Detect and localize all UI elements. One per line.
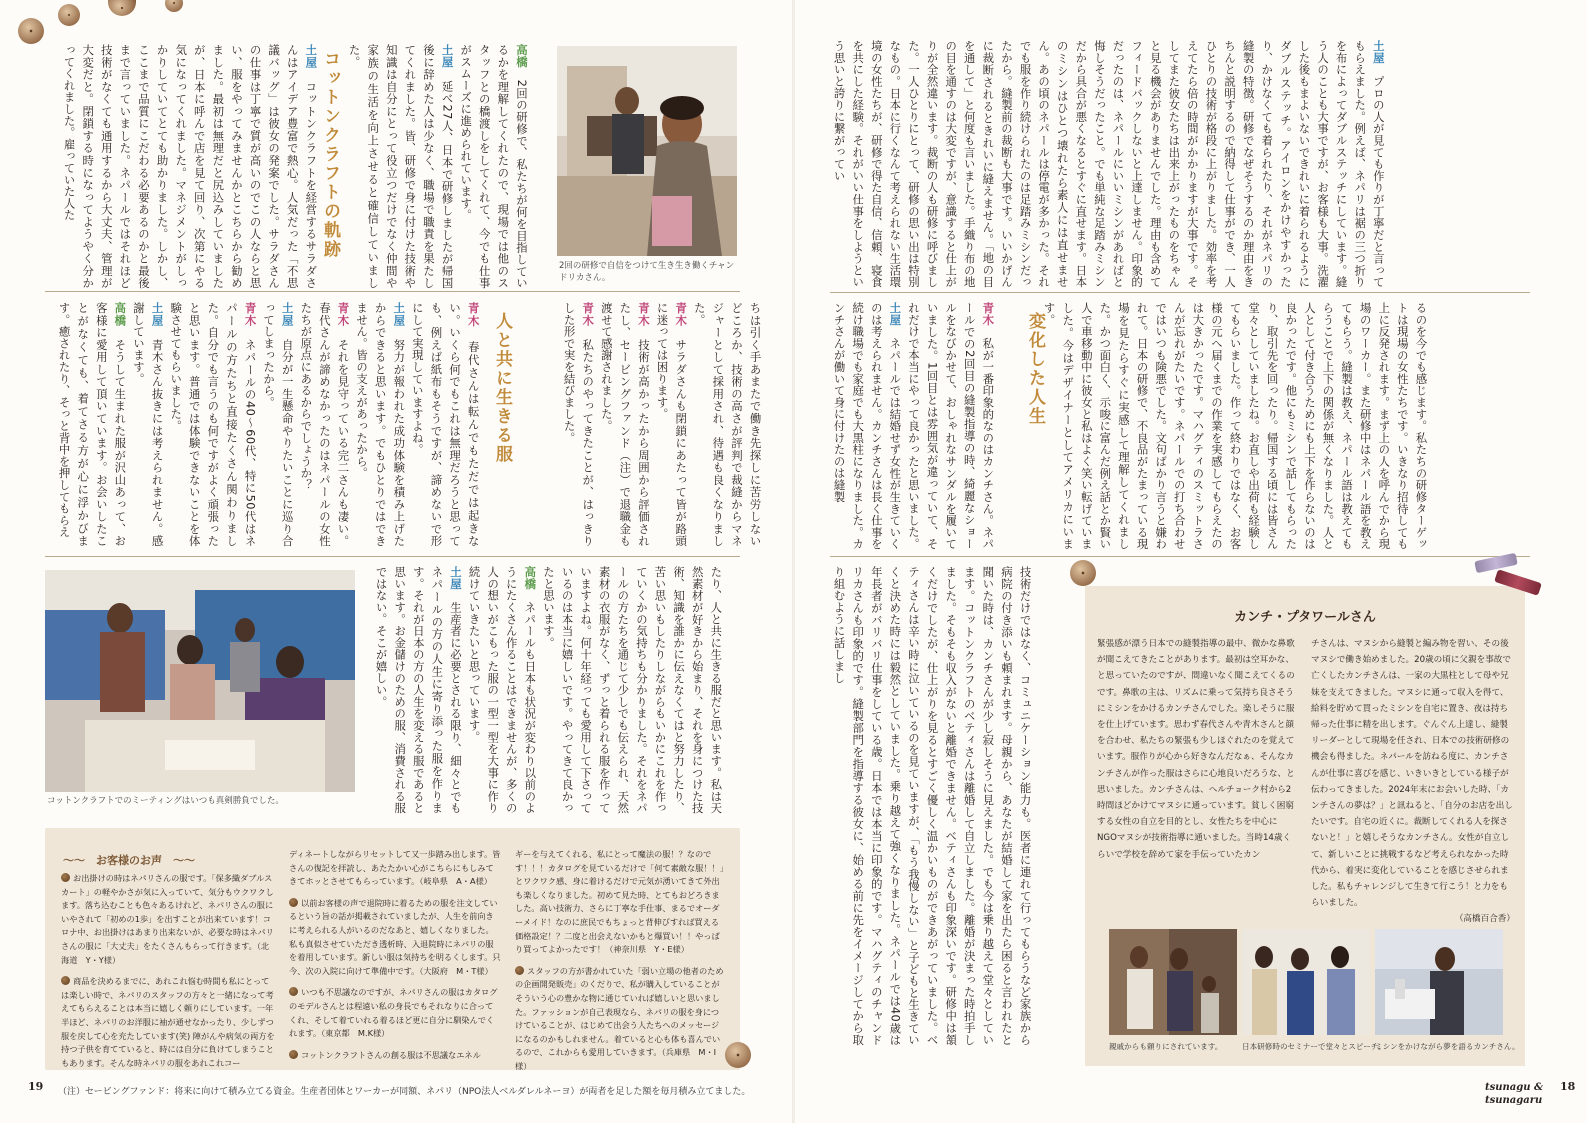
paragraph: そうして生まれた服が沢山あって、お客様に愛用して頂いています。お会いしたことがなくても、着てさる方が心に浮かびます。癒されたり、そっと背中を押してもらえ (57, 302, 128, 547)
voices-column (61, 872, 275, 1078)
voice-entry: ディネートしながらリセットして又一歩踏み出します。皆さんの復記を拝読し、あたたかい心がこちらにもしみてきてホッとさせてもらっています。（岐阜県 A・A様） (289, 849, 501, 887)
paragraph: それを見守っている完二さんも凄い。春代さんが諦めなかったのはネパールの女性たちが原点にあるからでしょうか？ (299, 302, 351, 547)
speaker-label: 青木 (981, 302, 996, 326)
profile-photo-family (1109, 929, 1237, 1035)
paragraph: コットンクラフトを経営するサラダさんはアイデア豊富で熱心。人気だった「不思議バッグ」は彼女の発案でした。サラダさんの仕事は丁寧で質が高いのでこの人ならと思い、服をやってみませんかとこちらから勧めました。最初は無理だと尻込みしていましたが、日本に呼んで店を見て回り、次第にやる気になってくれました。マネジメントがしっかりしていてとても助かりました。しかし、ここまで品質にこだわる必要あるのかと最後まで言っていました。ネパールではそれほど技術がなくても通用するから大丈夫、管理が大変だと。閉鎖する時になってようやく分かってくれました。雇っていた人た (62, 44, 319, 289)
article-text-block (830, 40, 1530, 288)
speaker-label: 高橋 (113, 302, 128, 327)
section-heading: 変化した人生 (1025, 312, 1045, 426)
paragraph: プロの人が見ても作りが丁寧だと言ってもらえました。例えば、ネパリは裾の三つ折りを布によってダブルステッチにしています。縫う人のことも大事ですが、お客様も大事。洗濯した後もまよいないできれいに着られるようにダブルステッチ。アイロンをかけやすかったり、かけなくても着られたり、それがネパリの縫製の特徴。研修でなぜそうするのか理由をきちんと説明するので納得して仕事ができ、一人ひとりの技術が格段に上がりました。効率を考えてたら倍の時間がかかりますが大事です。そしてまた彼女たちは出来上がったものをちゃんと見る機会がありませんでした。理由も含めてフィードバックしないと上達しません。印象的だったのは、ネパールにいいミシンがあればと悔しそうだったこと。でも単純な足踏みミシンだから具合が悪くなるとすぐに直せます。日本のミシンはひとつ壊れたら素人には直せません。あの頃のネパールは停電が多かった。それでも服を作り続けられたのは足踏みミシンだったから。縫製前の裁断も大事です。いいかげんに裁断されるときれいに縫えません。「地の目を通して」と何度も言いました。手織り布の地の目を通すのは大変ですが、意識すると仕上がりが全然違います。裁断の人も研修に呼びました。一人ひとりにとって、研修の思い出は特別なもの。日本に行くなんて考えられない生活環境の女性たちが、研修で得た自信、信頼、寝食を共にした経験。それがいい仕事をしようという思いと誇りに繋がってい (832, 40, 1386, 288)
paragraph: ちは引く手あまたで働き先探しに苦労しないどころか、技術の高さが評判で裁縫からマネジャーとして採用され、待遇も良くなりました。 (692, 302, 763, 547)
paragraph: 技術だけではなく、コミュニケーション能力も。医者に連れて行ってもらうなど家族から病院の付き添いも頼まれます。母親から、あなたが結婚して家を出たら困ると言われたと聞いた時は、カンチさんが少し寂しそうに見えました。でも今は乗り越えて堂々としています。コットンクラフトのベティさんは離婚して自立しました。離婚が決まった時拍手しました。そもそも収入がないと離婚できません。ベティさんも印象深いです。研修中は頷くだけでしたが、仕上がりを見るとすごく優しく温かいものができあがっていました。ベティさんは辛い時に泣いているのを見ていますが、「もう我慢しない」と子どもと生きていくと決めた時には毅然としていました。乗り越えて強くなりました。ネパールでは40歳は年長者がバリバリ仕事をしている歳。日本では本当に印象的です。マハグティのチャンドリカさんも印象的です。縫製部門を指導する彼女に、始める前に先をイメージしてから取り組むように話しまし (832, 566, 1033, 1046)
paragraph: 私たちのやってきたことが、はっきりした形で実を結びました。 (562, 302, 596, 547)
article-text-block (1040, 302, 1530, 550)
speaker-label: 土屋 (448, 566, 463, 590)
left-page (0, 0, 792, 1123)
bullet-icon (289, 1050, 298, 1059)
paragraph: 春代さんは転んでもただでは起きない。いくら何でもこれは無理だろうと思っても、例えば紙布もそうですが、諦めないで形にして実現していますよね。 (410, 302, 481, 547)
paragraph: 青木さん抜きには考えられません。感謝しています。 (131, 302, 165, 547)
profile-photo-caption: 親戚からも頼りにされています。 (1109, 1042, 1223, 1051)
profile-photo-caption: 日本研修時のセミナーで堂々とスピーチ。 (1242, 1042, 1386, 1051)
paragraph: 2回の研修で、私たちが何を目指しているかを理解してくれたので、現場では他のスタッフとの橋渡しをしてくれて、今でも仕事がスムーズに進められています。 (459, 44, 529, 289)
voice-entry: コットンクラフトさんの創る服は不思議なエネル (301, 1049, 481, 1060)
page-number: 18 (1560, 1080, 1576, 1093)
voice-entry: いつも不思議なのですが、ネパリさんの服はカタログのモデルさんとは程遠い私の身長でもそれなりに合ってくれ、そして着ていれる着るほど更に自分に馴染んでくれます。（東京都 M.K様） (289, 987, 498, 1039)
section-divider (45, 556, 740, 557)
paragraph: 努力が報われた成功体験を積み上げたからできると思います。でもひとりではできません。皆の支えがあったから。 (355, 302, 407, 547)
photo-meeting (45, 570, 355, 792)
speaker-label: 土屋 (304, 44, 319, 69)
section-divider (830, 292, 1530, 293)
paragraph: ネパールも日本も状況が変わり以前のようにたくさん作ることはできませんが、多くの人の想いがこもった服の一型一型を大事に作り続けていきたいと思っています。 (467, 566, 538, 814)
speaker-label: 高橋 (514, 44, 529, 68)
profile-name: カンチ・プタワールさん (1234, 610, 1376, 625)
speaker-label: 高橋 (523, 566, 538, 590)
section-heading: 人と共に生きる服 (492, 312, 512, 464)
button-decoration (1070, 560, 1096, 586)
section-divider (830, 556, 1530, 557)
bullet-icon (289, 898, 298, 907)
section-divider (45, 291, 740, 292)
speaker-label: 土屋 (888, 302, 903, 326)
profile-text: チさんは、マヌシから縫製と編み物を習い、その後マヌシで働き始めました。20歳の頃に父親を事故で亡くしたカンチさんは、一家の大黒柱として母や兄妹を支えてきました。マヌシに通って収入を得て、給料を貯めて買ったミシンを自宅に置き、夜は持ち帰った仕事に精を出します。ぐんぐん上達し、縫製リーダーとして現場を任され、日本での技術研修の機会も得ました。ネパールを訪ねる度に、カンチさんが仕事に喜びを感じ、いきいきとしている様子が伝わってきました。2024年末にお会いした時、「カンチさんの夢は？」と訊ねると、「自分のお店を出したいです。自宅の近くに。裁断してくれる人を探さないと！」と嬉しそうなカンチさん。女性が自立して、新しいことに挑戦するなど考えられなかった時代から、着実に変化していることを感じさせられました。私もチャレンジして生きて行こう！と力をもらいました。 (1311, 639, 1513, 909)
button-decoration (18, 18, 44, 44)
paragraph: 生産者に必要とされる限り、細々とでもネパールの方の人生に寄り添った服を作ります。それが日本の方の人生を変える服であると思います。お金儲けのための服、消費される服ではない。そこが嬉しい。 (374, 566, 463, 814)
paragraph: 自分が一生懸命やりたいことに巡り合ってしまったから。 (262, 302, 295, 547)
bullet-icon (61, 976, 70, 985)
voices-title: ～～ お客様のお声 ～～ (63, 854, 195, 867)
voices-title-text: お客様のお声 (96, 854, 162, 867)
photo-caption: コットンクラフトでのミーティングはいつも真剣勝負でした。 (47, 796, 284, 806)
voices-column (289, 848, 501, 1070)
profile-box (1085, 586, 1525, 1066)
profile-photo-sewing (1375, 929, 1503, 1035)
intro-text-block (345, 44, 545, 289)
photo-caption: 2回の研修で自信をつけて生き生き働くチャンドリカさん。 (559, 261, 735, 283)
paragraph: たり、人と共に生きる服だと思います。私は天然素材が好きから始まり、それを身につけた技術、知識を誰かに伝えなくてはと努力したり、苦い思いもしたりしながらもいかにこれを作っていくかの気持ちも分かりました。それをネパールの方たちを通じて少しでも伝えられ、天然素材の衣服がなく、ずっと着られる服を作っていますよね。何十年経っても愛用して下さっているのは本当に嬉しいです。やってきて良かったと思います。 (541, 566, 724, 814)
magazine-title-text: tsunagu & tsunagaru (1485, 1082, 1544, 1106)
page-number: 19 (28, 1080, 44, 1093)
profile-column (1311, 636, 1515, 928)
speaker-label: 青木 (243, 302, 258, 327)
speaker-label: 青木 (674, 302, 689, 327)
photo-chandrika (557, 46, 737, 256)
article-text-block (830, 566, 1070, 1046)
paragraph: 技術が高かったから周囲から評価されたし、セービングファンド（注）で退職金も渡せて感謝されました。 (599, 302, 651, 547)
bullet-icon (289, 987, 298, 996)
paragraph: るのを今でも感じます。私たちの研修ターゲットは現場の女性たちです。いきなり招待しても上に反発されます。まず上の人を呼んでから現場のワーカー。また研修中はネパール語を教えてもらう。縫製は教え、ネパール語は教えてもらうことで上下の関係が無くなりました。人と人として付き合うためにも上下を作らないのは良かったです。他にもミシンで話してもらったり、取引先を回ったり。帰国する頃には皆さん堂々としていましたね。お直しや出荷も経験してもらいました。作って終わりではなく、お客様の元へ届くまでの作業を実感してもらえたのは大きかったです。マハグティのスミットラさんが忘れがたいです。ネパールでの打ち合わせではいつも険悪でした。文句ばかり言うと嫌われて。日本の研修で、不良品がたまっている現場を見たらすぐに実感して理解してくれました。かつ面白く、示唆に富んだ例え話とか賢い人で車移動中に彼女と私はよく笑い転げていました。今はデザイナーとしてアメリカにいます。 (1042, 302, 1429, 550)
voice-entry: スタッフの方が書かれていた「弱い立場の他者のための企画開発販売」のくだりで、私が購入していることがそういう心の豊かな物に通じていれば嬉しいと思いました。ファッションが自己表現なら、ネパリの服を身につけていることが、はじめて出会う人たちへのメッセージになるのかもしれません。着ていると心も体も喜んでいるので、これからも愛用していきます。（兵庫県 M・I様） (515, 965, 724, 1071)
profile-photo-caption: ミシンをかけながら夢を語るカンチさん。 (1375, 1042, 1520, 1051)
voice-entry: ギーを与えてくれる、私にとって魔法の服！？なのです！！！カタログを見ているだけで「何て素敵な服！！」とワクワク感、身に着けるだけで元気が湧いてきて外出も楽しくなりました。初めて見た時、とてもおどろきました。高い技術力、さらに丁寧な手仕事、まるでオーダーメイド！なのに庶民でもちょっと背伸びすれば買える価格設定！？二度と出会えないかもと爆買い！！やっぱり買ってよかったです！（神奈川県 Y・E様） (515, 849, 724, 955)
footnote: （注）セービングファンド：将来に向けて積み立てる資金。生産者団体とワーカーが同額、ネパリ（NPO法人ベルダレルネーヨ）が両者を足した額を毎月積み立てました。 (58, 1087, 751, 1097)
speaker-label: 青木 (336, 302, 351, 327)
article-text-block (60, 44, 319, 289)
voice-entry: 以前お客様の声で退院時に着るための服を注文しているという旨の話が掲載されていましたが、人生を前向きに考えられる人がいるのだなあと、嬉しくなりました。私も真似させていただき透析時、入退院時にネパリの服を着用しています。新しい服は気持ちを明るくします。只今、次の入院に向けて準備中です。（大阪府 M・T様） (289, 897, 501, 976)
section-heading: コットンクラフトの軌跡 (320, 50, 340, 259)
article-text-block (372, 566, 740, 814)
paragraph: サラダさんも閉鎖にあたって皆が路頭に迷っては困ります。 (655, 302, 689, 547)
article-text-block (560, 302, 763, 547)
right-page (795, 0, 1587, 1123)
paragraph: ネパールでは結婚せず女性が生きていくのは考えられません。カンチさんは長く仕事を続け職場でも家庭でも大黒柱になりました。カンチさんが働いて身に付けたのは縫製 (832, 302, 903, 550)
profile-photo-seminar (1242, 929, 1370, 1035)
voice-entry: お出掛けの時はネパリさんの服です。「保多織ダブルスカート」の軽やかさが気に入っていて、気分もウクワクします。落ち込むことも色々あるけれど、ネパリさんの服にいやされて「初めの1歩」を出すことが出来ています！コロナ中、お出掛けはあまり出来ないが、必要な時はネパリさんの服に「大丈夫」をたくさんもらって行きます。（北海道 Y・Y様） (61, 873, 274, 965)
speaker-label: 土屋 (440, 44, 455, 69)
bullet-icon (61, 873, 70, 882)
profile-credit: （高橋百合香） (1454, 914, 1515, 925)
button-decoration (58, 4, 80, 26)
profile-column: 緊張感が漂う日本での縫製指導の最中、微かな鼻歌が聞こえてきたことがあります。最初は空耳かな、と思っていたのですが、間違いなく聞こえてくるのです。鼻歌の主は、リズムに乗って気持ち良さそうにミシンをかけるカンチさんでした。楽しそうに服を仕上げています。思わず春代さんや青木さんと顔を合わせ、私たちの緊張も少しほぐれたのを覚えています。服作りが心から好きなんだなぁ、そんなカンチさんが作った服はさらに心地良いだろうな、と思いました。カンチさんは、ヘルチョーク村から2時間ほどかけてマヌシに通っています。貧しく困窮する女性の自立を目的とし、女性たちを中心にNGOマヌシが技術指導に通いました。当時14歳くらいで学校を辞めて家を手伝っていたカン (1097, 639, 1295, 860)
speaker-label: 青木 (581, 302, 596, 327)
article-text-block (830, 302, 1015, 550)
speaker-label: 青木 (636, 302, 651, 327)
paragraph: 延べ27人、日本で研修しましたが帰国後に辞めた人は少なく、職場で職責を果たしてくれました。皆、研修で身に付けた技術や知識は自分にとって役立つだけでなく仲間や家族の生活を向上させると確信していました。 (347, 44, 455, 289)
paragraph: 私が一番印象的なのはカンチさん。ネパールでの2回目の縫製指導の時、綺麗なショールをなびかせて、おしゃれなサンダルを履いていました。1回目とは雰囲気が違っていて、それだけで本当にやって良かったと思いました。 (906, 302, 996, 550)
speaker-label: 土屋 (1371, 40, 1386, 64)
voice-entry: 商品を決めるまでに、あれこれ悩む時間も私にとっては楽しい時で、ネパリのスタッフの方々と一緒になって考えてもらえることは本当に嬉しく頼りにしています。一年半ほど、ネパリのお洋服に袖が通せなかったり、少しずつ服を戻して心を充たしています(笑) 陣がんや病気の両方を持つ子供を育てていると、時には自分に負けてしまうこともあります。そんな時ネパリの服をあれこれコー (61, 976, 275, 1068)
speaker-label: 土屋 (280, 302, 295, 327)
button-decoration (108, 0, 136, 16)
paragraph: ネパールの40〜60代、特に50代はネパールの方たちと直接たくさん関わりました。自分でも言うのも何ですがよく頑張ったと思います。普通では体験できないことを体験させてもらいました。 (169, 302, 258, 547)
button-decoration (725, 1042, 751, 1068)
article-text-block (55, 302, 481, 547)
speaker-label: 土屋 (150, 302, 165, 327)
speaker-label: 土屋 (392, 302, 407, 327)
speaker-label: 青木 (466, 302, 481, 328)
button-decoration (165, 0, 183, 12)
bullet-icon (515, 966, 524, 975)
customer-voices-box (45, 828, 740, 1070)
voices-column (515, 848, 727, 1082)
